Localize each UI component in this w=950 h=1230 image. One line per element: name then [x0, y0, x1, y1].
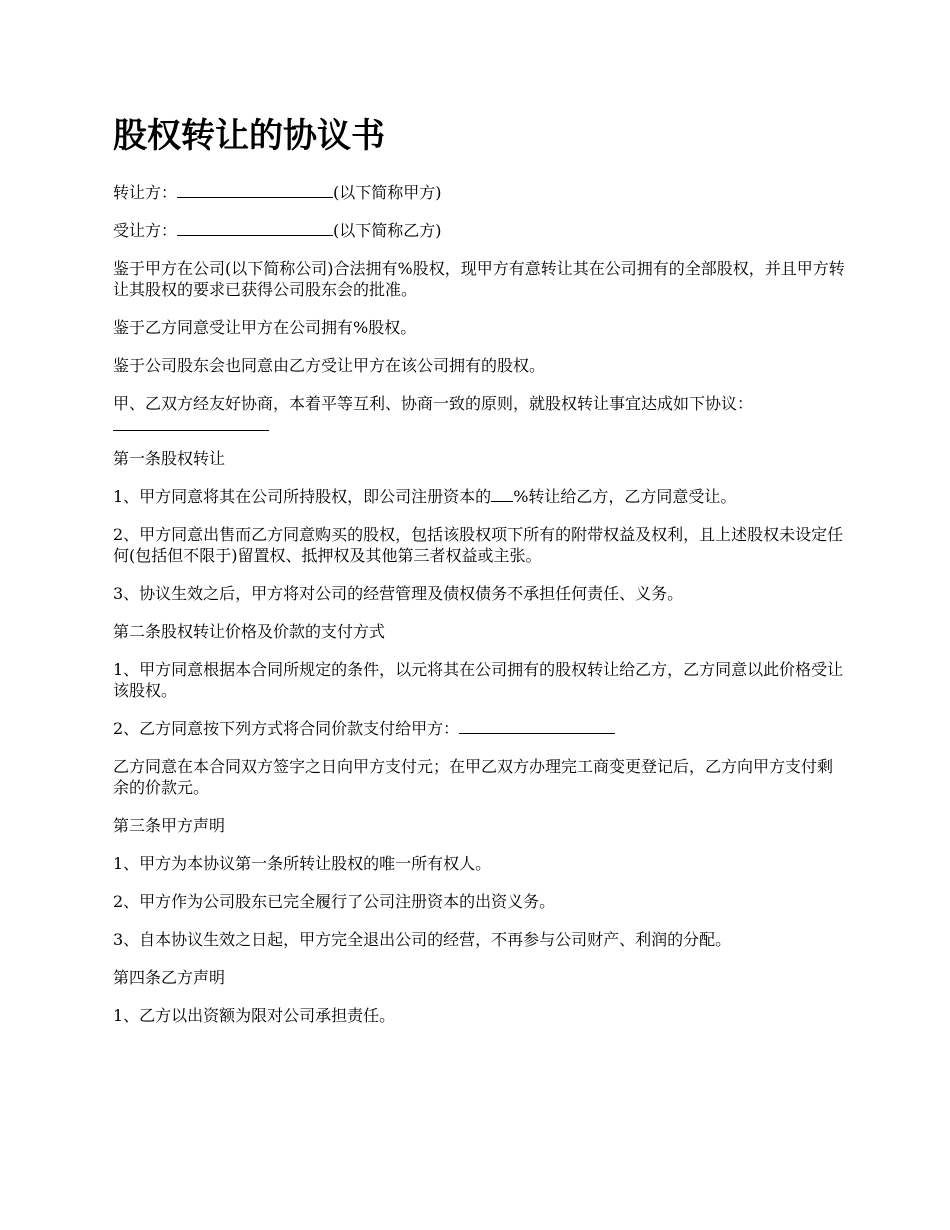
transferee-suffix: (以下简称乙方)	[333, 221, 442, 240]
transferee-blank	[177, 220, 333, 236]
article-4-item-1: 1、乙方以出资额为限对公司承担责任。	[113, 1006, 396, 1025]
article-2-heading: 第二条股权转让价格及价款的支付方式	[113, 622, 386, 641]
recital-2: 鉴于乙方同意受让甲方在公司拥有%股权。	[113, 318, 417, 337]
article-1-item-1-prefix: 1、甲方同意将其在公司所持股权，即公司注册资本的	[113, 487, 492, 506]
article-1-heading: 第一条股权转让	[113, 449, 226, 468]
article-3-heading: 第三条甲方声明	[113, 816, 226, 835]
article-1-item-3: 3、协议生效之后，甲方将对公司的经营管理及债权债务不承担任何责任、义务。	[113, 584, 684, 603]
article-1-item-2: 2、甲方同意出售而乙方同意购买的股权，包括该股权项下所有的附带权益及权利，且上述股权未设定任何(包括但不限于)留置权、抵押权及其他第三者权益或主张。	[113, 525, 844, 565]
recital-4-text: 甲、乙双方经友好协商，本着平等互利、协商一致的原则，就股权转让事宜达成如下协议：	[113, 394, 754, 413]
article-1-item-1	[113, 486, 848, 507]
recital-4-blank	[113, 414, 269, 431]
article-2-item-3: 乙方同意在本合同双方签字之日向甲方支付元；在甲乙双方办理完工商变更登记后，乙方向甲方支付剩余的价款元。	[113, 757, 834, 797]
article-1-item-1-suffix: %转让给乙方，乙方同意受让。	[513, 487, 737, 506]
article-4-heading: 第四条乙方声明	[113, 968, 226, 987]
percent-blank	[491, 486, 513, 502]
transferee-label: 受让方：	[113, 221, 178, 240]
article-3-item-2: 2、甲方作为公司股东已完全履行了公司注册资本的出资义务。	[113, 892, 556, 911]
article-2-item-2-text: 2、乙方同意按下列方式将合同价款支付给甲方：	[113, 719, 460, 738]
article-2-item-2	[113, 718, 848, 739]
article-2-item-1: 1、甲方同意根据本合同所规定的条件，以元将其在公司拥有的股权转让给乙方，乙方同意以此价格受让该股权。	[113, 660, 844, 700]
transferor-label: 转让方：	[113, 183, 178, 202]
transferor-blank	[177, 182, 333, 198]
payment-method-blank	[459, 718, 615, 734]
transferee-line	[113, 220, 848, 241]
transferor-line	[113, 182, 848, 203]
document-page	[113, 112, 848, 1043]
article-3-item-3: 3、自本协议生效之日起，甲方完全退出公司的经营，不再参与公司财产、利润的分配。	[113, 930, 732, 949]
article-3-item-1: 1、甲方为本协议第一条所转让股权的唯一所有权人。	[113, 854, 492, 873]
recital-1: 鉴于甲方在公司(以下简称公司)合法拥有%股权，现甲方有意转让其在公司拥有的全部股权，并且甲方转让其股权的要求已获得公司股东会的批准。	[113, 259, 845, 299]
transferor-suffix: (以下简称甲方)	[333, 183, 442, 202]
recital-4	[113, 393, 848, 431]
recital-3: 鉴于公司股东会也同意由乙方受让甲方在该公司拥有的股权。	[113, 356, 546, 375]
document-title: 股权转让的协议书	[113, 116, 385, 156]
